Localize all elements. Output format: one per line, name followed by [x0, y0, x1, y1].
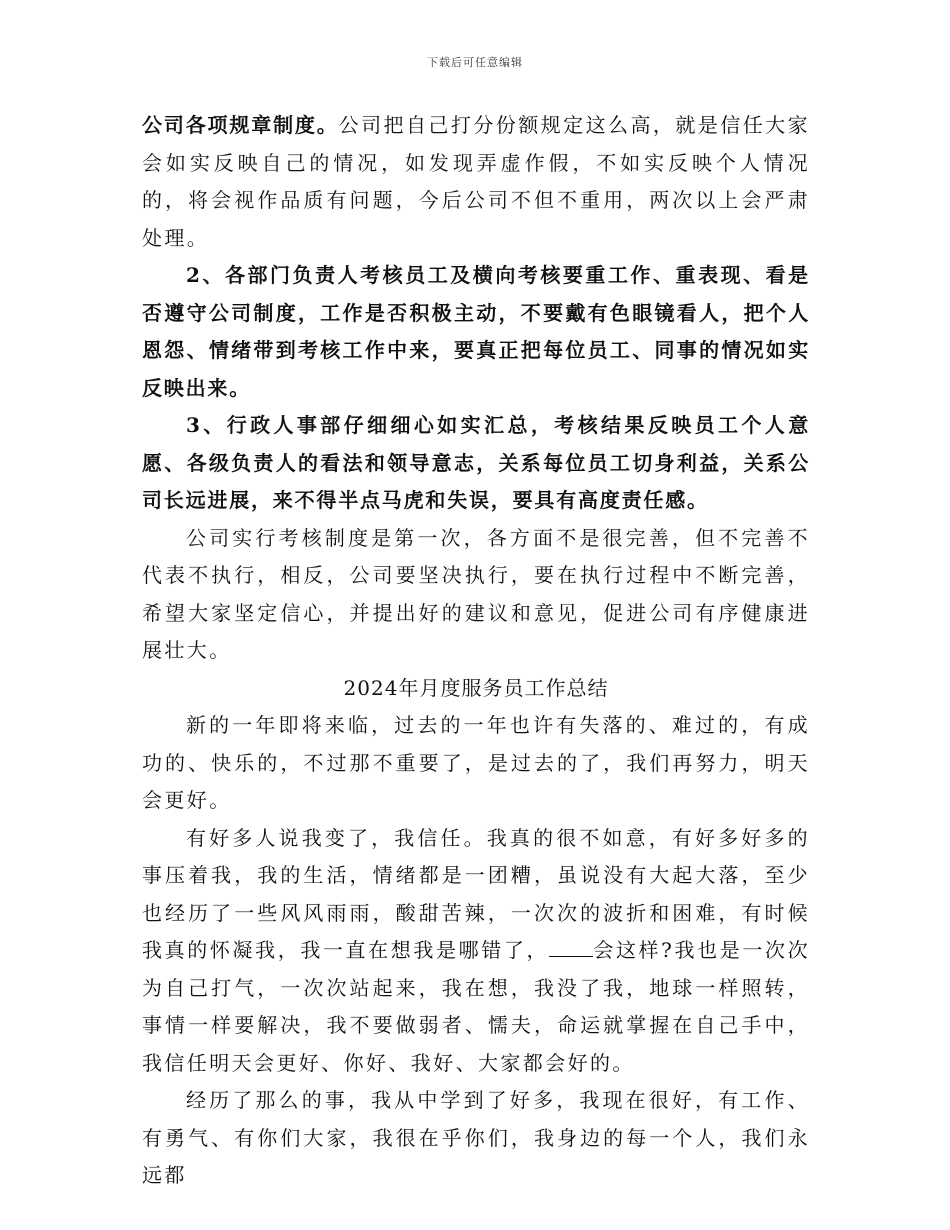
paragraph-new-year: 新的一年即将来临，过去的一年也许有失落的、难过的，有成功的、快乐的，不过那不重要了，是过去的了，我们再努力，明天会更好。 [142, 713, 810, 812]
section-title: 2024年月度服务员工作总结 [343, 675, 609, 700]
paragraph-reflection [142, 820, 810, 1083]
bold-lead-text: 公司各项规章制度。 [142, 113, 339, 137]
paragraph-text-before-blank: 有好多人说我变了，我信任。我真的很不如意，有好多好多的事压着我，我的生活，情绪都是一团糟，虽说没有大起大落，至少也经历了一些风风雨雨，酸甜苦辣，一次次的波折和困难，有时候我真的怀凝我，我一直在想我是哪错了， [142, 825, 810, 962]
paragraph-conclusion: 公司实行考核制度是第一次，各方面不是很完善，但不完善不代表不执行，相反，公司要坚决执行，要在执行过程中不断完善，希望大家坚定信心，并提出好的建议和意见，促进公司有序健康进展壮大。 [142, 525, 810, 662]
paragraph-text-after-blank: 会这样?我也是一次次为自己打气，一次次站起来，我在想，我没了我，地球一样照转，事情一样要解决，我不要做弱者、懦夫，命运就掌握在自己手中，我信任明天会更好、你好、我好、大家都会好的。 [142, 938, 810, 1075]
paragraph-text: 公司把自己打分份额规定这么高，就是信任大家会如实反映自己的情况，如发现弄虚作假，不如实反映个人情况的，将会视作品质有问题，今后公司不但不重用，两次以上会严肃处理。 [142, 113, 810, 250]
paragraph-experience: 经历了那么的事，我从中学到了好多，我现在很好，有工作、有勇气、有你们大家，我很在乎你们，我身边的每一个人，我们永远都 [142, 1088, 810, 1187]
page-header-note: 下载后可任意编辑 [427, 56, 523, 69]
paragraph-item-3: 3、行政人事部仔细细心如实汇总，考核结果反映员工个人意愿、各级负责人的看法和领导意志，关系每位员工切身利益，关系公司长远进展，来不得半点马虎和失误，要具有高度责任感。 [142, 413, 810, 512]
document-body [142, 107, 810, 1195]
paragraph-rules-continued [142, 107, 810, 257]
paragraph-item-2: 2、各部门负责人考核员工及横向考核要重工作、重表现、看是否遵守公司制度，工作是否积极主动，不要戴有色眼镜看人，把个人恩怨、情绪带到考核工作中来，要真正把每位员工、同事的情况如实反映出来。 [142, 263, 810, 400]
fill-in-blank [549, 938, 593, 957]
